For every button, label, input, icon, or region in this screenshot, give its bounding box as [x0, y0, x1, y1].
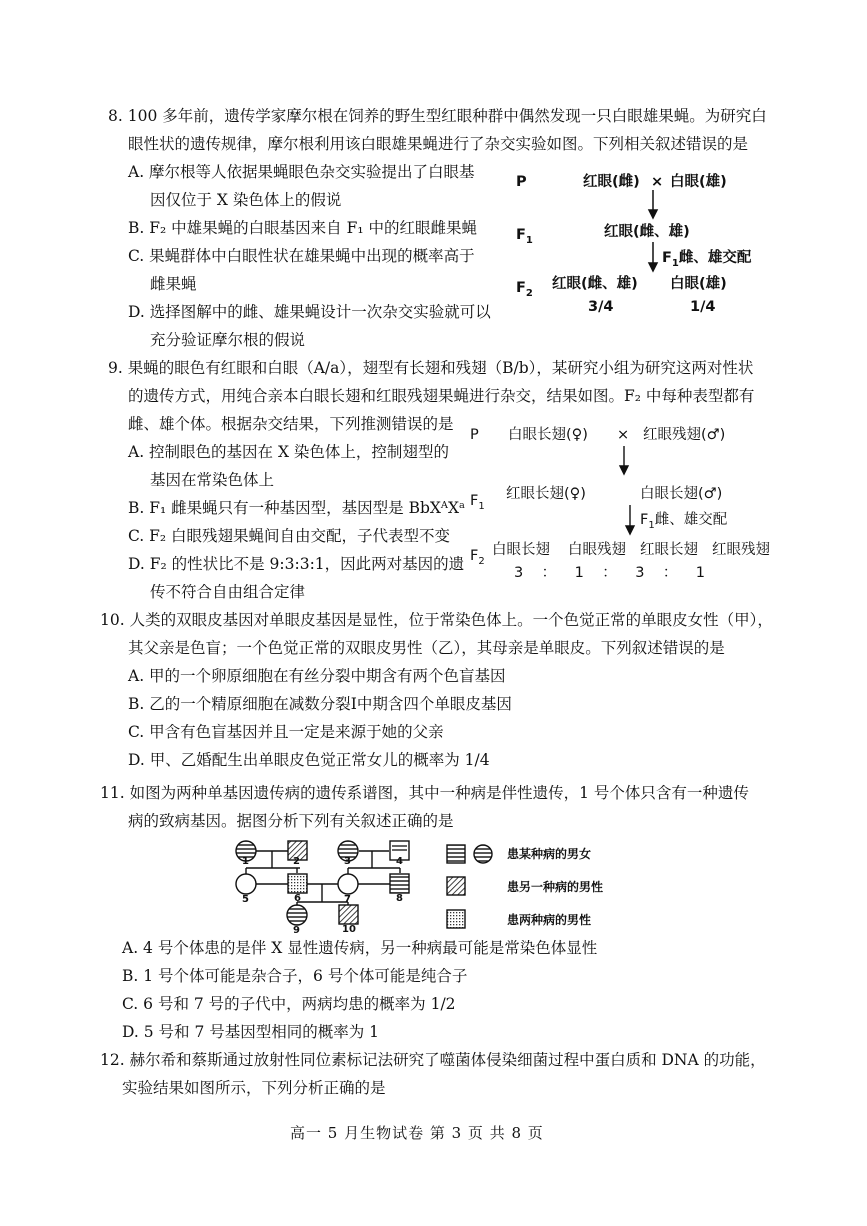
pedigree-id-3: 3 [344, 856, 351, 867]
q8-p-female: 红眼(雌) [583, 174, 640, 190]
pedigree-individual-7 [338, 874, 358, 894]
pedigree-individual-9 [287, 905, 307, 925]
legend-female-symbol [474, 845, 492, 863]
q8-p-label: P [516, 174, 527, 190]
q8-cross-sign: × [651, 174, 664, 190]
q10-option-b: B. 乙的一个精原细胞在减数分裂Ⅰ中期含四个单眼皮基因 [128, 695, 512, 713]
legend-label-1: 患某种病的男女 [507, 847, 592, 861]
pedigree-individual-8 [390, 874, 409, 893]
pedigree-id-2: 2 [293, 856, 300, 867]
q8-p-male: 白眼(雄) [670, 174, 727, 190]
q8-option-d: D. 选择图解中的雌、雄果蝇设计一次杂交实验就可以 [128, 303, 491, 321]
pedigree-id-9: 9 [293, 925, 300, 936]
q8-ratio-white: 1/4 [690, 299, 716, 315]
pedigree-individual-6 [288, 874, 307, 893]
pedigree-id-5: 5 [242, 894, 249, 905]
legend-male-symbol [447, 845, 465, 863]
q9-stem-line3: 雌、雄个体。根据杂交结果，下列推测错误的是 [128, 415, 454, 433]
q8-stem-line2: 眼性状的遗传规律，摩尔根利用该白眼雄果蝇进行了杂交实验如图。下列相关叙述错误的是 [128, 135, 749, 153]
q12-stem-line2: 实验结果如图所示，下列分析正确的是 [122, 1079, 386, 1097]
q9-f2-type-1: 白眼长翅 [492, 542, 550, 558]
legend-both-diseases-symbol [447, 910, 465, 928]
q8-option-b: B. F₂ 中雄果蝇的白眼基因来自 F₁ 中的红眼雌果蝇 [128, 219, 477, 237]
q10-stem-line2: 其父亲是色盲；一个色觉正常的双眼皮男性（乙），其母亲是单眼皮。下列叙述错误的是 [128, 639, 725, 657]
pedigree-id-10: 10 [342, 924, 356, 935]
pedigree-id-4: 4 [396, 856, 403, 867]
q9-p-female: 白眼长翅(♀) [508, 427, 588, 443]
q8-ratio-red: 3/4 [588, 299, 614, 315]
q9-arrows [620, 446, 634, 534]
pedigree-id-1: 1 [242, 856, 249, 867]
q9-option-b: B. F₁ 雌果蝇只有一种基因型，基因型是 BbXᴬXᵃ [128, 499, 465, 517]
q11-stem-line2: 病的致病基因。据图分析下列有关叙述正确的是 [128, 812, 454, 830]
page-footer: 高一 5 月生物试卷 第 3 页 共 8 页 [290, 1124, 544, 1142]
q12-stem-line1: 12. 赫尔希和蔡斯通过放射性同位素标记法研究了噬菌体侵染细菌过程中蛋白质和 DNA 的功能， [100, 1051, 766, 1069]
pedigree-individual-5 [236, 874, 256, 894]
q8-f2-white: 白眼(雄) [670, 276, 727, 292]
q9-stem-line2: 的遗传方式，用纯合亲本白眼长翅和红眼残翅果蝇进行杂交，结果如图。F₂ 中每种表型都有 [128, 387, 755, 405]
q9-p-label: P [470, 427, 479, 443]
q9-option-d: D. F₂ 的性状比不是 9:3:3:1，因此两对基因的遗 [128, 555, 465, 573]
q8-option-d-cont: 充分验证摩尔根的假说 [150, 331, 306, 349]
q9-f2-type-2: 白眼残翅 [568, 542, 626, 558]
q8-cross-note: $F_1$雌、雄交配 [662, 250, 752, 269]
q8-f2-label: $F_2$ [516, 280, 533, 299]
q9-f1-label: $F_1$ [470, 493, 485, 512]
q9-f2-type-4: 红眼残翅 [712, 542, 770, 558]
q10-stem-line1: 10. 人类的双眼皮基因对单眼皮基因是显性，位于常染色体上。一个色觉正常的单眼皮女性（甲）， [100, 611, 773, 629]
q8-f1-label: $F_1$ [516, 227, 533, 246]
q8-option-a-cont: 因仅位于 X 染色体上的假说 [150, 191, 342, 209]
q9-f2-label: $F_2$ [470, 548, 485, 567]
legend-other-disease-symbol [447, 877, 465, 895]
q10-option-a: A. 甲的一个卵原细胞在有丝分裂中期含有两个色盲基因 [128, 667, 506, 685]
q11-stem-line1: 11. 如图为两种单基因遗传病的遗传系谱图，其中一种病是伴性遗传，1 号个体只含有一种遗传 [100, 784, 749, 802]
q9-f2-type-3: 红眼长翅 [640, 542, 698, 558]
q11-option-b: B. 1 号个体可能是杂合子，6 号个体可能是纯合子 [122, 967, 468, 985]
q9-option-d-cont: 传不符合自由组合定律 [150, 583, 306, 601]
q8-option-c: C. 果蝇群体中白眼性状在雄果蝇中出现的概率高于 [128, 247, 475, 265]
pedigree-id-6: 6 [294, 893, 301, 904]
q9-cross-sign: × [617, 427, 630, 443]
q8-arrows [649, 190, 657, 271]
q9-option-c: C. F₂ 白眼残翅果蝇间自由交配，子代表型不变 [128, 527, 451, 545]
q9-stem-line1: 9. 果蝇的眼色有红眼和白眼（A/a），翅型有长翅和残翅（B/b），某研究小组为研究这两对性状 [108, 359, 754, 377]
q9-cross-note: $F_1$雌、雄交配 [640, 512, 728, 531]
q9-f2-ratio: 3 ： 1 ： 3 ： 1 [514, 565, 706, 581]
q8-f1-text: 红眼(雌、雄) [604, 224, 690, 240]
q9-option-a: A. 控制眼色的基因在 X 染色体上，控制翅型的 [128, 443, 449, 461]
q8-stem-line1: 8. 100 多年前，遗传学家摩尔根在饲养的野生型红眼种群中偶然发现一只白眼雄果蝇。为研究白 [108, 107, 767, 125]
q9-p-male: 红眼残翅(♂) [643, 427, 726, 443]
q8-option-a: A. 摩尔根等人依据果蝇眼色杂交实验提出了白眼基 [128, 163, 475, 181]
q11-option-c: C. 6 号和 7 号的子代中，两病均患的概率为 1/2 [122, 995, 456, 1013]
q10-option-d: D. 甲、乙婚配生出单眼皮色觉正常女儿的概率为 1/4 [128, 751, 490, 769]
pedigree-lines [246, 851, 400, 906]
pedigree-id-7: 7 [344, 894, 351, 905]
q8-option-c-cont: 雌果蝇 [150, 275, 197, 293]
legend-label-2: 患另一种病的男性 [507, 880, 604, 894]
q8-f2-red: 红眼(雌、雄) [552, 276, 638, 292]
legend-label-3: 患两种病的男性 [507, 913, 592, 927]
q9-option-a-cont: 基因在常染色体上 [150, 471, 275, 489]
q11-option-a: A. 4 号个体患的是伴 X 显性遗传病，另一种病最可能是常染色体显性 [122, 939, 598, 957]
q9-f1-male: 白眼长翅(♂) [640, 486, 723, 502]
q10-option-c: C. 甲含有色盲基因并且一定是来源于她的父亲 [128, 723, 444, 741]
q11-option-d: D. 5 号和 7 号基因型相同的概率为 1 [122, 1023, 380, 1041]
pedigree-id-8: 8 [396, 893, 403, 904]
pedigree-individual-10 [339, 905, 358, 924]
q9-f1-female: 红眼长翅(♀) [506, 486, 586, 502]
